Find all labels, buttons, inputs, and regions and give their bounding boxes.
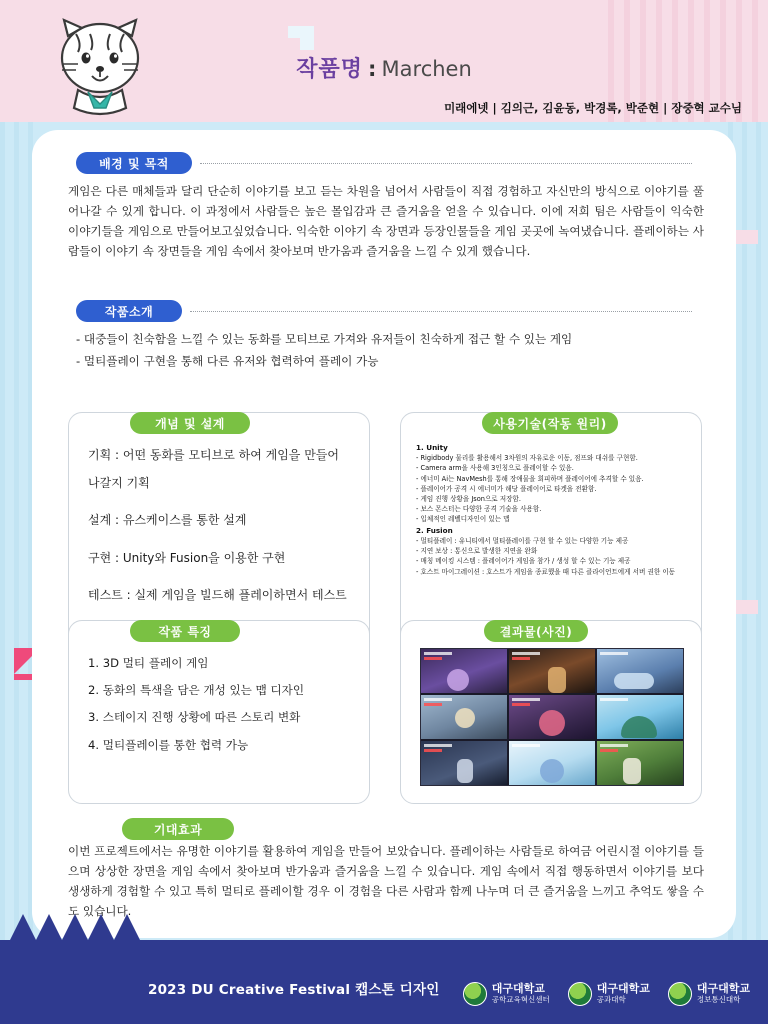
- section-pill-background: 배경 및 목적: [76, 152, 192, 174]
- feature-item-2: 2. 동화의 특색을 담은 개성 있는 맵 디자인: [88, 683, 305, 698]
- section-pill-design: 개념 및 설계: [130, 412, 250, 434]
- intro-bullet-2: - 멀티플레이 구현을 통해 다른 유저와 협력하여 플레이 가능: [76, 354, 379, 369]
- tech-item-2-4: - 호스트 마이그레이션 : 호스트가 게임을 종료했을 때 다른 클라이언트에게 서버 권한 이동: [416, 567, 676, 576]
- tech-item-1-7: - 입체적인 레벨디자인이 있는 맵: [416, 515, 510, 524]
- tech-group-1-head: 1. Unity: [416, 443, 448, 452]
- tech-item-2-2: - 지연 보상 : 통신으로 발생한 지연을 완화: [416, 547, 538, 556]
- university-emblem-icon: [463, 982, 487, 1006]
- section-pill-results: 결과물(사진): [484, 620, 588, 642]
- pink-corner-bar-decoration: [14, 674, 34, 680]
- divider-background: [200, 163, 692, 165]
- title-value: Marchen: [381, 57, 472, 81]
- tech-list: [416, 442, 688, 577]
- results-screenshot-grid: [420, 648, 684, 786]
- feature-list: [88, 650, 356, 759]
- game-screenshot-8: [509, 741, 595, 785]
- game-screenshot-9: [597, 741, 683, 785]
- section-pill-features: 작품 특징: [130, 620, 240, 642]
- tech-item-1-1: - Rigidbody 물리를 활용해서 3차원의 자유로운 이동, 점프와 대쉬를 구현함.: [416, 454, 638, 463]
- game-screenshot-7: [421, 741, 507, 785]
- feature-item-1: 1. 3D 멀티 플레이 게임: [88, 656, 209, 670]
- tech-item-1-5: - 게임 진행 상황을 Json으로 저장함.: [416, 495, 521, 504]
- step-decoration-3: [736, 230, 758, 244]
- authors-line: 미래에넷 | 김의근, 김윤동, 박경록, 박준현 | 장중혁 교수님: [444, 101, 742, 115]
- game-screenshot-4: [421, 695, 507, 739]
- title-separator: :: [368, 57, 377, 81]
- design-line-3: 설계 : 유스케이스를 통한 설계: [88, 513, 247, 528]
- step-decoration-2: [300, 38, 314, 50]
- footer-title: 2023 DU Creative Festival 캡스톤 디자인: [148, 982, 440, 998]
- step-decoration-4: [736, 600, 758, 614]
- content-card: [32, 130, 736, 938]
- logo-2-line1: 대구대학교: [596, 982, 650, 996]
- logo-3-line2: 정보통신대학: [696, 995, 741, 1004]
- game-screenshot-6: [597, 695, 683, 739]
- design-line-5: 테스트 : 실제 게임을 빌드해 플레이하면서 테스트: [88, 588, 347, 603]
- tech-item-2-3: - 매칭 메이킹 시스템 : 플레이어가 게임을 참가 / 생성 할 수 있는 기능 제공: [416, 557, 631, 566]
- logo-1-line2: 공학교육혁신센터: [491, 995, 550, 1004]
- logo-dgu-engineering-center: [463, 982, 550, 1006]
- intro-bullet-1: - 대중들이 친숙함을 느낄 수 있는 동화를 모티브로 가져와 유저들이 친숙하게 접근 할 수 있는 게임: [76, 332, 573, 346]
- logo-1-line1: 대구대학교: [491, 982, 545, 996]
- university-emblem-icon: [668, 982, 692, 1006]
- logo-dgu-college-engineering: [568, 982, 650, 1006]
- tech-group-2-head: 2. Fusion: [416, 525, 453, 535]
- page-title: [0, 52, 768, 83]
- intro-bullets: [76, 328, 696, 372]
- step-decoration-1: [288, 26, 314, 38]
- feature-item-3: 3. 스테이지 진행 상황에 따른 스토리 변화: [88, 710, 301, 725]
- tech-item-1-6: - 보스 몬스터는 다양한 공격 기술을 사용함.: [416, 505, 542, 514]
- footer-logos: [463, 982, 750, 1006]
- section-pill-tech: 사용기술(작동 원리): [482, 412, 618, 434]
- logo-2-line2: 공과대학: [596, 995, 626, 1004]
- game-screenshot-1: [421, 649, 507, 693]
- logo-3-line1: 대구대학교: [696, 982, 750, 996]
- title-label: 작품명: [296, 57, 363, 82]
- divider-intro: [190, 311, 692, 313]
- feature-item-4: 4. 멀티플레이를 통한 협력 가능: [88, 737, 249, 752]
- effect-body-text: 이번 프로젝트에서는 유명한 이야기를 활용하여 게임을 만들어 보았습니다. 플레이하는 사람들로 하여금 어린시절 이야기를 들으며 상상한 장면을 게임 속에서 찾아보며 반가움과 즐거움을 느낄 수 있습니다. 게임 속에서 직접 행동하면서 이야기를 보다 생생하게 경험할 수 있고 특히 멀티로 플레이할 경우 이 경험을 다른 사람과 함께 나누며 더 큰 즐거움을 느끼고 추억도 쌓을 수도 있습니다.: [68, 844, 704, 918]
- tech-item-2-1: - 멀티플레이 : 유니티에서 멀티플레이를 구현 할 수 있는 다양한 기능 제공: [416, 536, 629, 545]
- game-screenshot-2: [509, 649, 595, 693]
- section-pill-effect: 기대효과: [122, 818, 234, 840]
- design-lines: [88, 442, 356, 610]
- university-emblem-icon: [568, 982, 592, 1006]
- tech-item-1-4: - 플레이어가 공격 시 에너미가 해당 플레이어로 타겟을 전환함.: [416, 484, 597, 493]
- tech-item-1-2: - Camera arm을 사용해 3인칭으로 플레이할 수 있음.: [416, 464, 574, 473]
- design-line-2: 나갈지 기획: [88, 475, 150, 490]
- tech-item-1-3: - 에너미 Ai는 NavMesh를 통해 장애물을 회피하며 플레이어에 추격할 수 있음.: [416, 474, 644, 483]
- background-body-text: 게임은 다른 매체들과 달리 단순히 이야기를 보고 듣는 차원을 넘어서 사람들이 직접 경험하고 자신만의 방식으로 이야기를 풀어나갈 수 있게 합니다. 이 과정에서 사람들은 높은 몰입감과 큰 즐거움을 얻을 수 있습니다. 이에 저희 팀은 사람들이 익숙한 이야기들을 게임으로 만들어보고싶었습니다. 익숙한 이야기 속 장면과 등장인물들을 게임 곳곳에 녹여냈습니다. 플레이하는 사람들이 이야기 속 장면들을 게임 속에서 찾아보며 반가움과 즐거움을 느낄 수 있게 했습니다.: [68, 184, 704, 258]
- design-line-1: 기획 : 어떤 동화를 모티브로 하여 게임을 만들어: [88, 448, 339, 462]
- logo-dgu-ict: [668, 982, 750, 1006]
- footer-zigzag-decoration: [10, 914, 130, 940]
- game-screenshot-3: [597, 649, 683, 693]
- design-line-4: 구현 : Unity와 Fusion을 이용한 구현: [88, 550, 286, 565]
- section-pill-intro: 작품소개: [76, 300, 182, 322]
- game-screenshot-5: [509, 695, 595, 739]
